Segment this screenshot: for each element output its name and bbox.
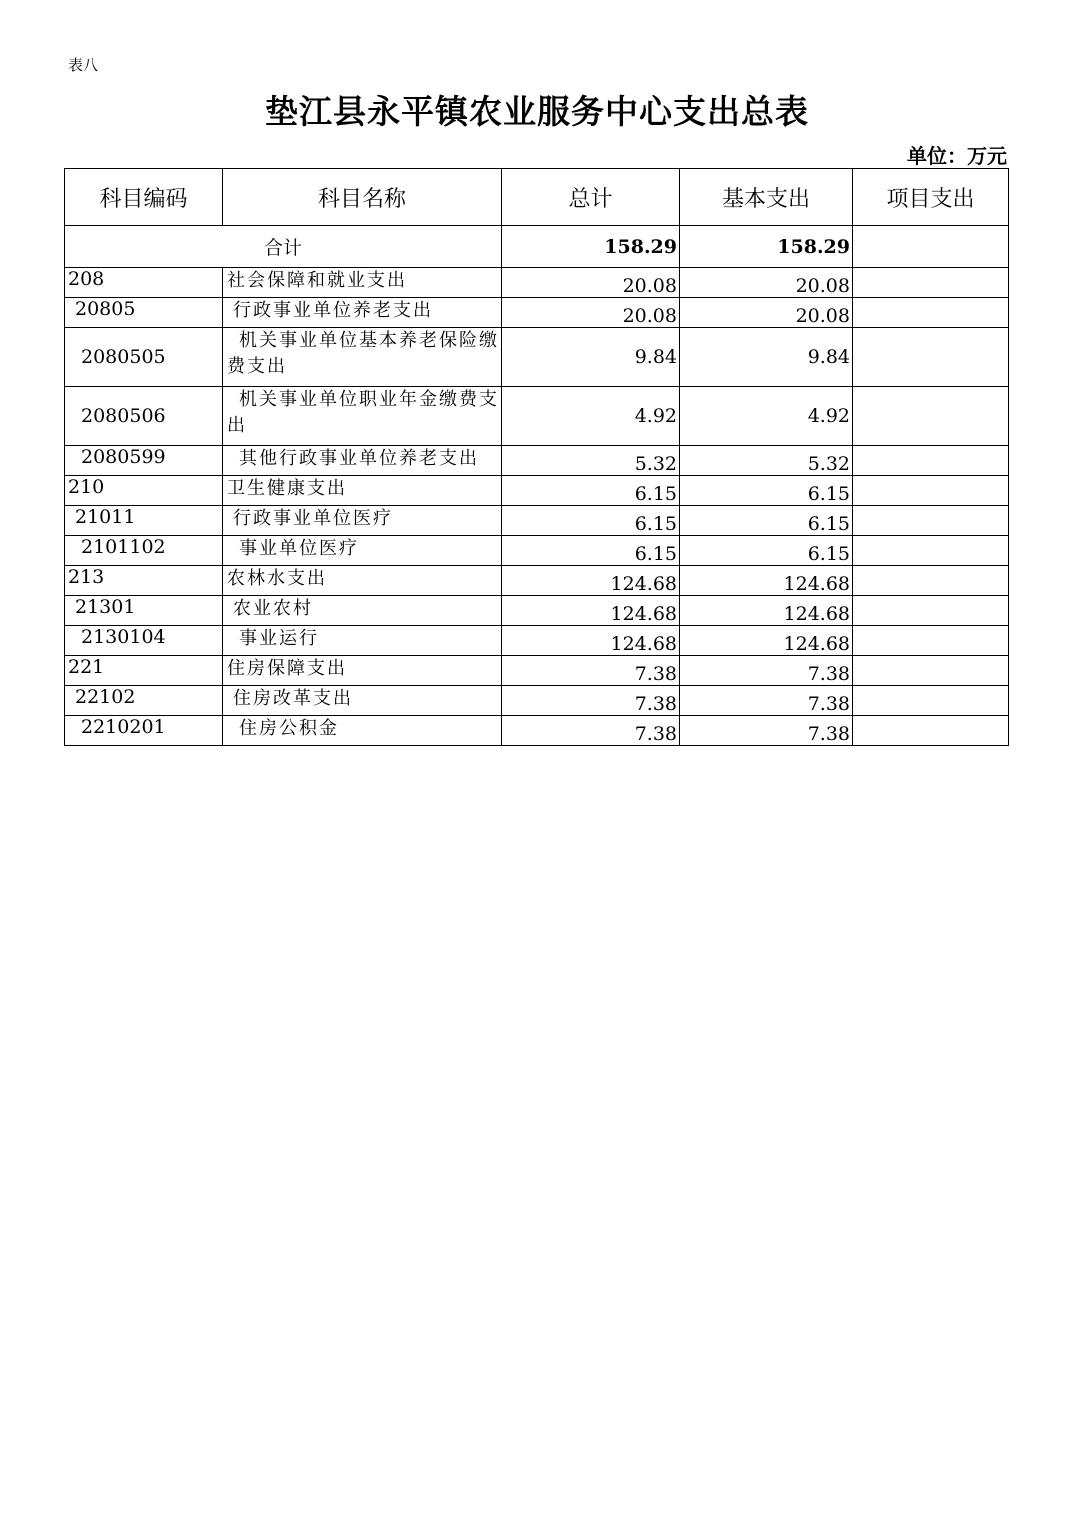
row-project xyxy=(853,686,1009,716)
table-row xyxy=(65,387,1009,446)
row-code: 2101102 xyxy=(65,536,223,566)
row-total: 4.92 xyxy=(502,387,680,446)
row-basic: 6.15 xyxy=(680,476,853,506)
row-basic: 7.38 xyxy=(680,686,853,716)
row-project xyxy=(853,506,1009,536)
row-total: 124.68 xyxy=(502,596,680,626)
table-row xyxy=(65,656,1009,686)
table-row xyxy=(65,476,1009,506)
row-project xyxy=(853,476,1009,506)
row-name: 社会保障和就业支出 xyxy=(223,268,502,298)
table-row xyxy=(65,298,1009,328)
row-total: 20.08 xyxy=(502,268,680,298)
row-total: 5.32 xyxy=(502,446,680,476)
row-basic: 124.68 xyxy=(680,566,853,596)
row-code: 20805 xyxy=(65,298,223,328)
row-basic: 9.84 xyxy=(680,328,853,387)
row-basic: 20.08 xyxy=(680,268,853,298)
row-name: 农业农村 xyxy=(223,596,502,626)
row-code: 22102 xyxy=(65,686,223,716)
row-basic: 6.15 xyxy=(680,536,853,566)
header-total: 总计 xyxy=(502,169,680,226)
row-project xyxy=(853,268,1009,298)
row-code: 210 xyxy=(65,476,223,506)
table-row xyxy=(65,328,1009,387)
row-project xyxy=(853,536,1009,566)
row-name: 住房保障支出 xyxy=(223,656,502,686)
table-row xyxy=(65,536,1009,566)
total-amount: 158.29 xyxy=(502,226,680,268)
header-subject-code: 科目编码 xyxy=(65,169,223,226)
row-total: 6.15 xyxy=(502,506,680,536)
row-name: 行政事业单位医疗 xyxy=(223,506,502,536)
row-code: 208 xyxy=(65,268,223,298)
table-row xyxy=(65,686,1009,716)
row-name: 住房公积金 xyxy=(223,716,502,746)
row-name: 卫生健康支出 xyxy=(223,476,502,506)
row-project xyxy=(853,626,1009,656)
total-project xyxy=(853,226,1009,268)
row-code: 2080505 xyxy=(65,328,223,387)
row-basic: 20.08 xyxy=(680,298,853,328)
row-code: 213 xyxy=(65,566,223,596)
row-project xyxy=(853,716,1009,746)
row-basic: 7.38 xyxy=(680,716,853,746)
row-code: 2080599 xyxy=(65,446,223,476)
row-code: 2080506 xyxy=(65,387,223,446)
row-basic: 5.32 xyxy=(680,446,853,476)
row-total: 7.38 xyxy=(502,656,680,686)
row-project xyxy=(853,596,1009,626)
table-row xyxy=(65,596,1009,626)
row-code: 21011 xyxy=(65,506,223,536)
row-code: 21301 xyxy=(65,596,223,626)
row-project xyxy=(853,328,1009,387)
table-number: 表八 xyxy=(68,56,99,74)
row-total: 7.38 xyxy=(502,716,680,746)
row-project xyxy=(853,446,1009,476)
row-total: 6.15 xyxy=(502,476,680,506)
row-basic: 4.92 xyxy=(680,387,853,446)
row-name: 机关事业单位职业年金缴费支出 xyxy=(223,387,502,446)
row-total: 124.68 xyxy=(502,566,680,596)
table-row xyxy=(65,716,1009,746)
row-project xyxy=(853,387,1009,446)
table-row xyxy=(65,446,1009,476)
row-name: 事业单位医疗 xyxy=(223,536,502,566)
row-basic: 124.68 xyxy=(680,596,853,626)
row-name: 行政事业单位养老支出 xyxy=(223,298,502,328)
total-label: 合计 xyxy=(65,226,502,268)
header-project-expenditure: 项目支出 xyxy=(853,169,1009,226)
row-basic: 124.68 xyxy=(680,626,853,656)
row-total: 7.38 xyxy=(502,686,680,716)
row-project xyxy=(853,656,1009,686)
table-row xyxy=(65,626,1009,656)
total-row xyxy=(65,226,1009,268)
row-code: 2210201 xyxy=(65,716,223,746)
row-total: 124.68 xyxy=(502,626,680,656)
row-code: 221 xyxy=(65,656,223,686)
header-basic-expenditure: 基本支出 xyxy=(680,169,853,226)
row-total: 9.84 xyxy=(502,328,680,387)
row-total: 6.15 xyxy=(502,536,680,566)
row-basic: 6.15 xyxy=(680,506,853,536)
row-name: 事业运行 xyxy=(223,626,502,656)
row-total: 20.08 xyxy=(502,298,680,328)
header-subject-name: 科目名称 xyxy=(223,169,502,226)
row-project xyxy=(853,298,1009,328)
table-row xyxy=(65,566,1009,596)
row-project xyxy=(853,566,1009,596)
row-name: 农林水支出 xyxy=(223,566,502,596)
unit-label: 单位：万元 xyxy=(907,144,1007,168)
table-row xyxy=(65,506,1009,536)
table-row xyxy=(65,268,1009,298)
page-title: 垫江县永平镇农业服务中心支出总表 xyxy=(265,92,809,131)
row-name: 其他行政事业单位养老支出 xyxy=(223,446,502,476)
row-name: 机关事业单位基本养老保险缴费支出 xyxy=(223,328,502,387)
total-basic: 158.29 xyxy=(680,226,853,268)
row-name: 住房改革支出 xyxy=(223,686,502,716)
expenditure-table xyxy=(64,168,1009,746)
row-basic: 7.38 xyxy=(680,656,853,686)
table-header-row xyxy=(65,169,1009,226)
row-code: 2130104 xyxy=(65,626,223,656)
